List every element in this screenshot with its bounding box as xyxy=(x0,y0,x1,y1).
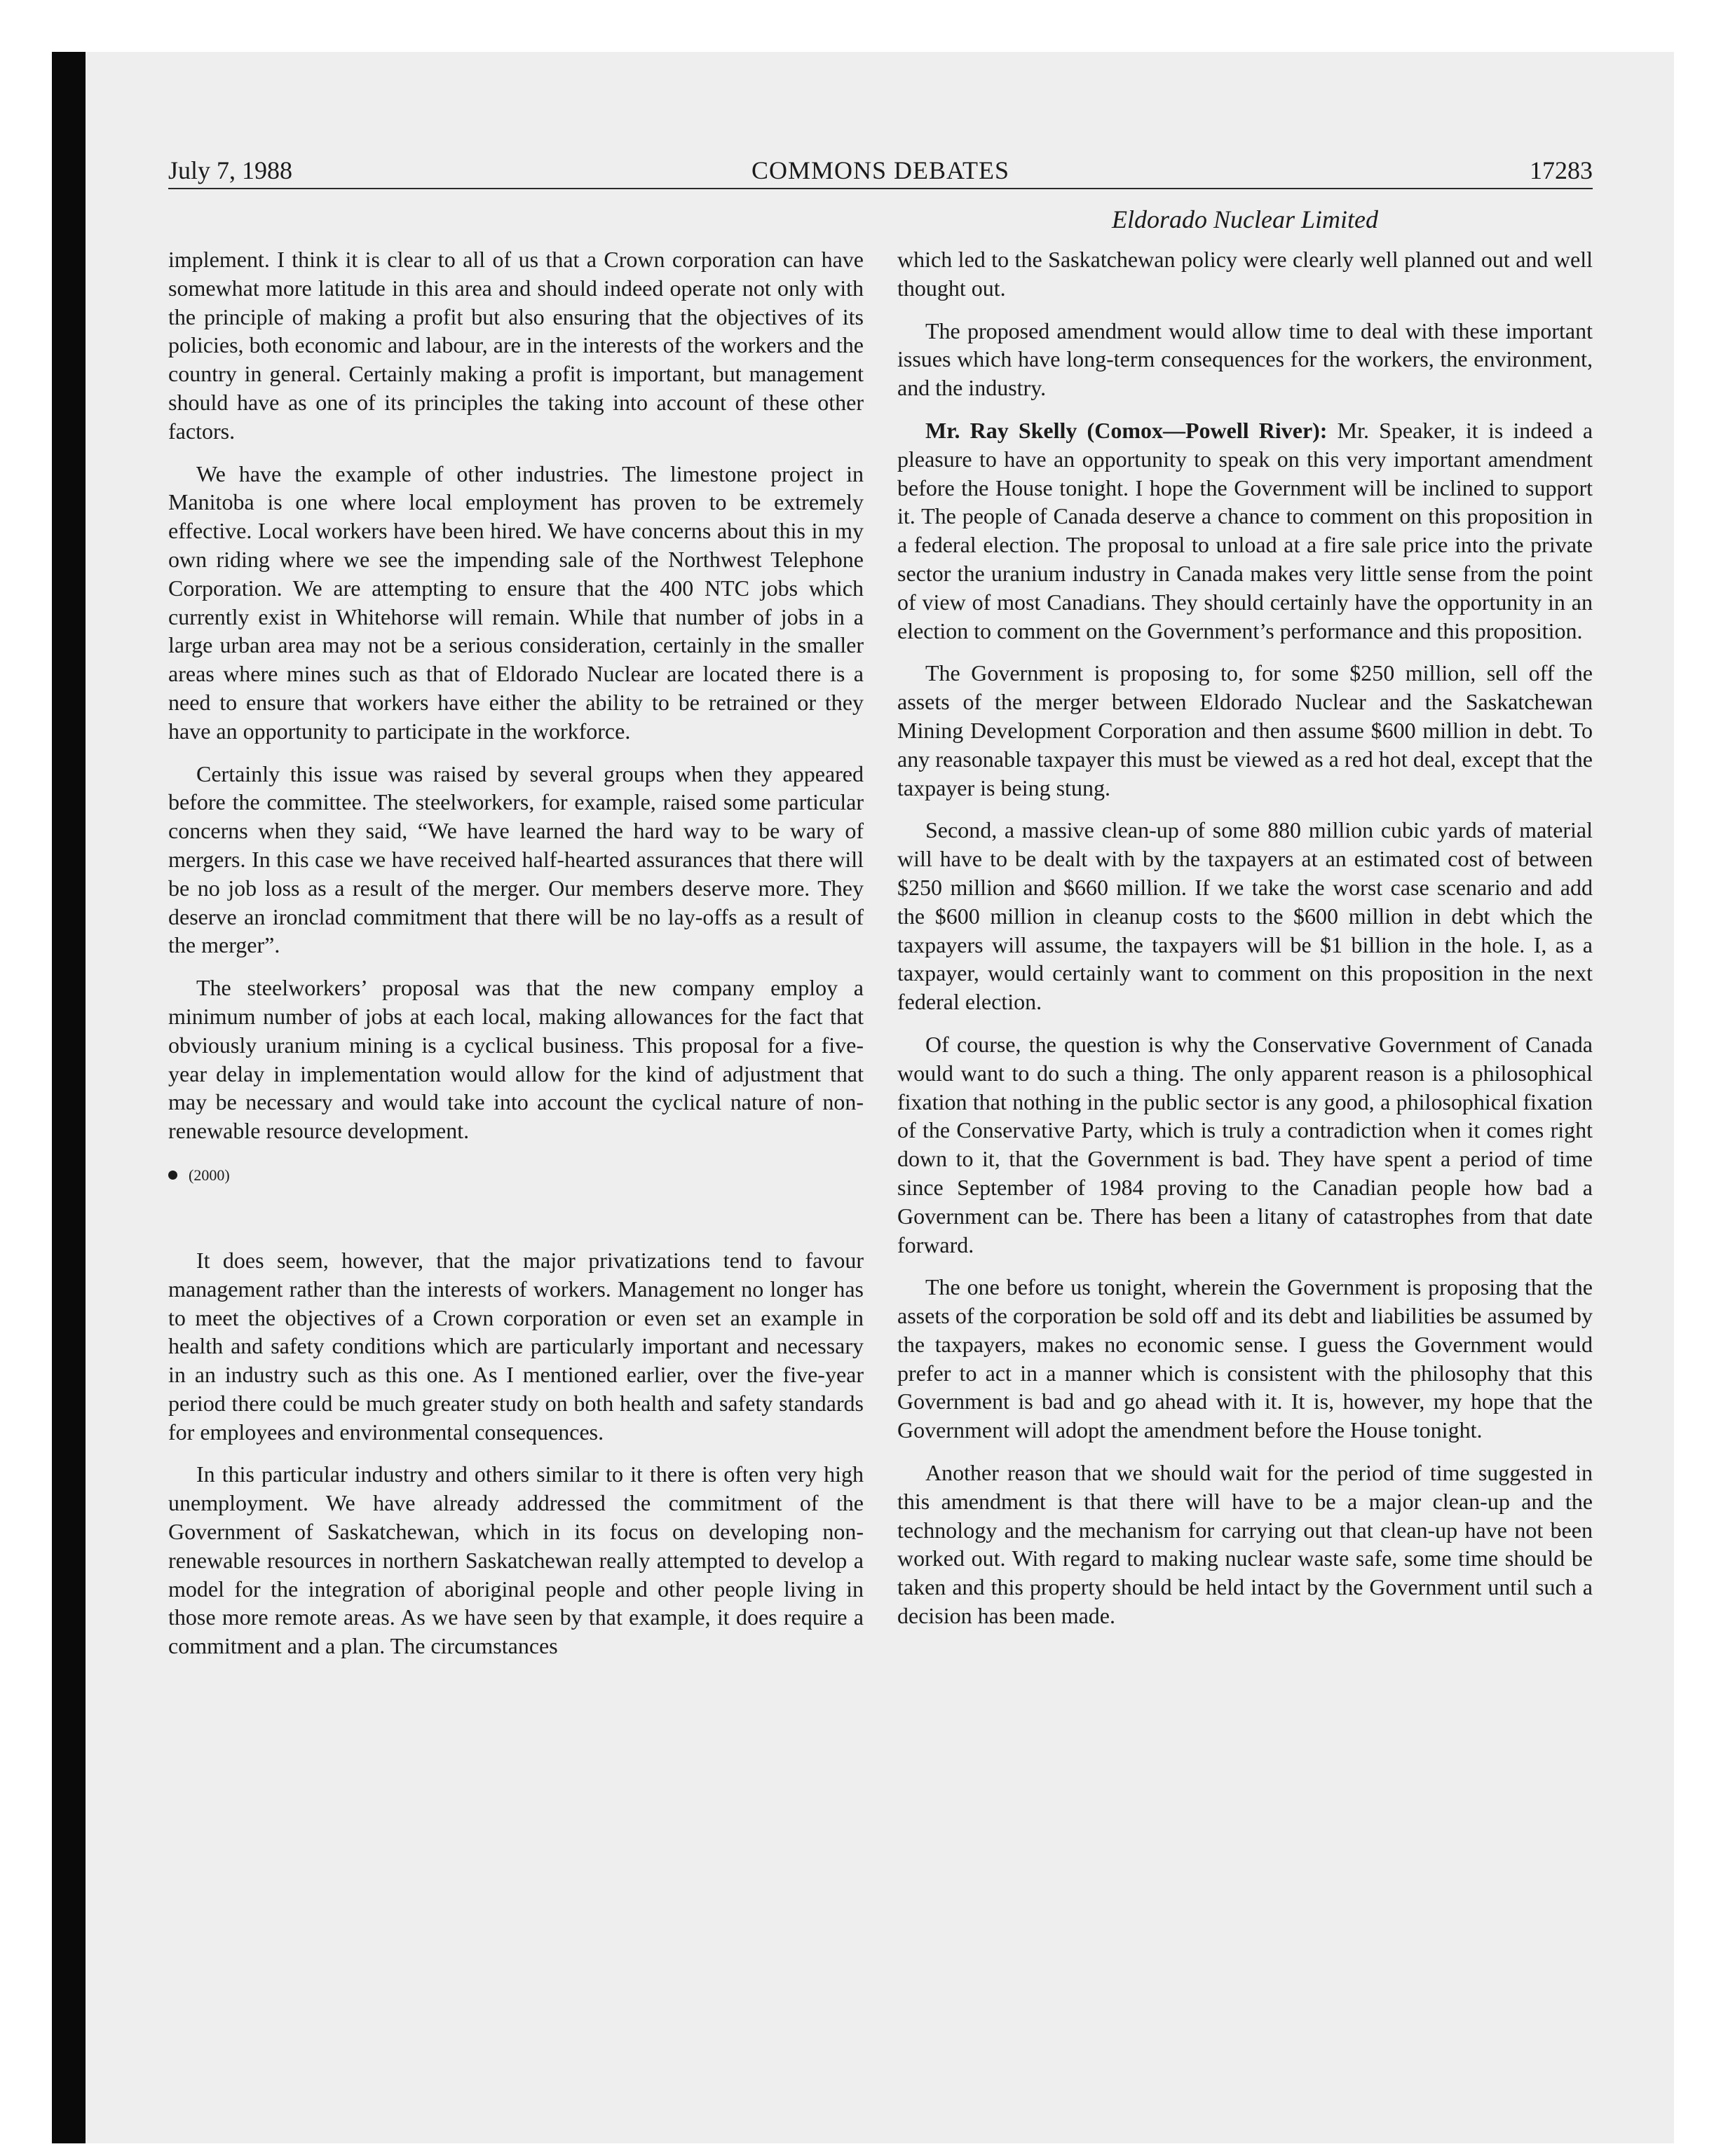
bullet-icon xyxy=(168,1171,177,1180)
paragraph: In this particular industry and others similar to it there is often very high unemployment. We have already addressed the commitment of the Government of Saskatchewan, which in its focus on developing non-renewable resources in northern Saskatchewan really attempted to develop a model for the integration of aboriginal people and other people living in those more remote areas. As we have seen by that example, it does require a commitment and a plan. The circumstances xyxy=(168,1461,864,1659)
paragraph: Certainly this issue was raised by several groups when they appeared before the committee. The steelworkers, for example, raised some particular concerns when they said, “We have learned the hard way to be wary of mergers. In this case we have received half-hearted assurances that there will be no job loss as a result of the merger. Our members deserve more. They deserve an ironclad commitment that there will be no lay-offs as a result of the merger”. xyxy=(168,760,864,958)
scan-edge xyxy=(52,52,86,2143)
page-header xyxy=(168,153,1593,189)
paragraph: implement. I think it is clear to all of us that a Crown corporation can have somewhat more latitude in this area and should indeed operate not only with the principle of making a profit but also ensuring that the objectives of its policies, both economic and labour, are in the interests of the workers and the country in general. Certainly making a profit is important, but management should have as one of its principles the taking into account of these other factors. xyxy=(168,247,864,444)
speech-text: Mr. Speaker, it is indeed a pleasure to have an opportunity to speak on this very important amendment before the House tonight. I hope the Government will be inclined to support it. The people of Canada deserve a chance to comment on this proposition in a federal election. The proposal to unload at a fire sale price into the private sector the uranium industry in Canada makes very little sense from the point of view of most Canadians. They should certainly have the opportunity in an election to comment on the Government’s performance and this proposition. xyxy=(897,417,1593,643)
header-date: July 7, 1988 xyxy=(168,156,293,184)
paragraph: which led to the Saskatchewan policy were clearly well planned out and well thought out. xyxy=(897,247,1593,301)
speaker-name: Mr. Ray Skelly (Comox—Powell River): xyxy=(925,417,1328,443)
header-title: COMMONS DEBATES xyxy=(751,156,1010,184)
paragraph: The Government is proposing to, for some $250 million, sell off the assets of the merger between Eldorado Nuclear and the Saskatchewan Mining Development Corporation and then assume $600 million in debt. To any reasonable taxpayer this must be viewed as a red hot deal, except that the taxpayer is being stung. xyxy=(897,660,1593,800)
header-page-number: 17283 xyxy=(1530,156,1593,184)
paragraph: It does seem, however, that the major privatizations tend to favour management rather than the interests of workers. Management no longer has to meet the objectives of a Crown corporation or even set an example in health and safety conditions which are particularly important and necessary in an industry such as this one. As I mentioned earlier, over the five-year period there could be much greater study on both health and safety standards for employees and environmental consequences. xyxy=(168,1247,864,1445)
paragraph: The one before us tonight, wherein the Government is proposing that the assets of the corporation be sold off and its debt and liabilities be assumed by the taxpayers, makes no economic sense. I guess the Government would prefer to act in a manner which is consistent with the philosophy that this Government is bad and go ahead with it. It is, however, my hope that the Government will adopt the amendment before the House tonight. xyxy=(897,1274,1593,1443)
time-marker-text: (2000) xyxy=(189,1166,230,1184)
time-marker xyxy=(168,1165,864,1186)
right-column xyxy=(897,245,1593,1644)
paragraph: The proposed amendment would allow time to deal with these important issues which have long-term consequences for the workers, the environment, and the industry. xyxy=(897,318,1593,401)
left-column xyxy=(168,245,864,1674)
paragraph: Another reason that we should wait for the period of time suggested in this amendment is that there will have to be a major clean-up and the technology and the mechanism for carrying out that clean-up have not been worked out. With regard to making nuclear waste safe, some time should be taken and this property should be held intact by the Government until such a decision has been made. xyxy=(897,1460,1593,1629)
paragraph: We have the example of other industries. The limestone project in Manitoba is one where local employment has proven to be extremely effective. Local workers have been hired. We have concerns about this in my own riding where we see the impending sale of the Northwest Telephone Corporation. We are attempting to ensure that the 400 NTC jobs which currently exist in Whitehorse will remain. While that number of jobs in a large urban area may not be a serious consideration, certainly in the smaller areas where mines such as that of Eldorado Nuclear are located there is a need to ensure that workers have either the ability to be retrained or they have an opportunity to participate in the workforce. xyxy=(168,460,864,744)
paragraph: Of course, the question is why the Conservative Government of Canada would want to do such a thing. The only apparent reason is a philosophical fixation that nothing in the public sector is any good, a philosophical fixation of the Conservative Party, which is truly a contradiction when it comes right down to it, that the Government is bad. They have spent a period of time since September of 1984 proving to the Canadian people how bad a Government can be. There has been a litany of catastrophes from that date forward. xyxy=(897,1031,1593,1257)
subject-heading: Eldorado Nuclear Limited xyxy=(1112,205,1378,233)
speech-paragraph xyxy=(897,416,1593,645)
paragraph: The steelworkers’ proposal was that the new company employ a minimum number of jobs at each local, making allowances for the fact that obviously uranium mining is a cyclical business. This proposal for a five-year delay in implementation would allow for the kind of adjustment that may be necessary and would take into account the cyclical nature of non-renewable resource development. xyxy=(168,975,864,1144)
paragraph: Second, a massive clean-up of some 880 million cubic yards of material will have to be dealt with by the taxpayers at an estimated cost of between $250 million and $660 million. If we take the worst case scenario and add the $600 million in cleanup costs to the $600 million in debt which the taxpayers will assume, the taxpayers will be $1 billion in the hole. I, as a taxpayer, would certainly want to comment on this proposition in the next federal election. xyxy=(897,817,1593,1015)
